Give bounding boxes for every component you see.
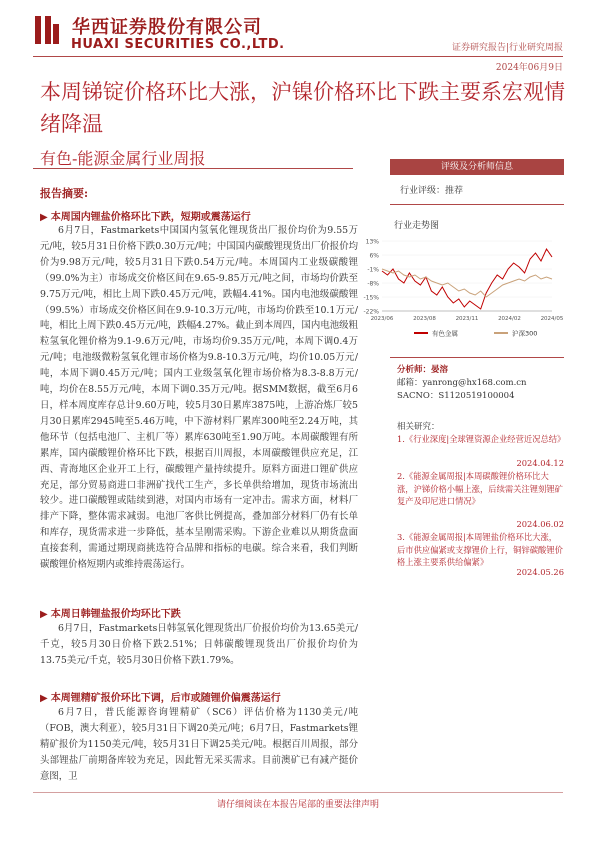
related-report-link[interactable]: 1.《行业深度|全球锂资源企业经营近况总结》: [397, 434, 566, 444]
related-report-date: 2024.06.02: [516, 519, 564, 529]
related-report-link[interactable]: 3.《能源金属周报|本周锂盐价格环比大涨，后市供应偏紧或支撑锂价上行，铜锌碳酸锂价格上涨主要系供给偏紧》: [397, 532, 563, 567]
legend-label: 有色金属: [432, 329, 458, 338]
section-heading: ▶ 本周锂精矿报价环比下调，后市或随锂价偏震荡运行: [40, 693, 281, 704]
chart-divider: [390, 357, 564, 358]
x-tick-label: 2023/11: [455, 316, 479, 322]
industry-trend-chart: [352, 235, 564, 345]
report-title: 本周锑锭价格环比大涨，沪镍价格环比下跌主要系宏观情绪降温: [40, 80, 565, 136]
x-tick-label: 2023/06: [370, 316, 394, 322]
industry-rating: 行业评级：推荐: [400, 186, 464, 196]
y-tick-label: -22%: [363, 308, 379, 316]
triangle-icon: ▶: [40, 693, 48, 704]
analyst-sacno: SACNO：S1120519100004: [397, 391, 515, 401]
abstract-label: 报告摘要:: [40, 187, 89, 200]
subtitle-divider: [33, 168, 353, 169]
x-tick-label: 2024/05: [540, 316, 564, 322]
y-tick-label: 13%: [365, 238, 379, 246]
report-subtitle: 有色-能源金属行业周报: [40, 149, 206, 168]
company-name-cn: 华西证券股份有限公司: [72, 17, 262, 38]
section-heading: ▶ 本周国内锂盐价格环比下跌，短期或震荡运行: [40, 212, 251, 223]
section-heading: ▶ 本周日韩锂盐报价均环比下跌: [40, 609, 181, 620]
section-body: 6月7日，普氏能源咨询锂精矿（SC6）评估价格为1130美元/吨（FOB，澳大利亚），较5月31日下调20美元/吨；6月7日，Fastmarkets锂精矿报价为1150美元/吨，较5月31日下调25美元/吨。根据百川周报，部分头部锂盐厂前期备库较为充足，因此暂无采买需求。目前澳矿已有减产挺价意图，卫: [40, 707, 358, 782]
y-tick-label: -8%: [367, 280, 379, 288]
report-date: 2024年06月9日: [495, 63, 563, 73]
related-report-link[interactable]: 2.《能源金属周报|本周碳酸锂价格环比大涨，沪锑价格小幅上涨，后续需关注锂刻锂矿复产及印尼进口情况》: [397, 471, 563, 506]
analyst-label: 分析师：: [397, 365, 432, 375]
section-body: 6月7日，Fastmarkets日韩氢氧化锂现货出厂价报价均价为13.65美元/千克，较5月30日价格下跌2.51%；日韩碳酸锂现货出厂价报价均价为13.75美元/千克，较5月30日价格下跌1.79%。: [40, 623, 358, 666]
analyst-info: [397, 364, 527, 403]
trend-chart-title: 行业走势图: [394, 221, 440, 231]
legal-disclaimer-note: 请仔细阅读在本报告尾部的重要法律声明: [216, 800, 379, 810]
related-research-label: 相关研究：: [397, 422, 440, 432]
company-logo: [33, 14, 61, 46]
rating-divider: [390, 204, 564, 205]
triangle-icon: ▶: [40, 212, 48, 223]
legend-label: 沪深300: [512, 329, 538, 338]
triangle-icon: ▶: [40, 609, 48, 620]
y-tick-label: 6%: [369, 252, 379, 260]
y-tick-label: -1%: [367, 266, 379, 274]
company-name-en: HUAXI SECURITIES CO.,LTD.: [71, 37, 285, 52]
header-divider: [33, 56, 563, 57]
analyst-name: 晏溶: [431, 365, 449, 375]
related-report-date: 2024.04.12: [516, 458, 564, 468]
x-tick-label: 2023/08: [413, 316, 436, 322]
x-tick-label: 2024/02: [498, 316, 521, 322]
analyst-email: 邮箱：yanrong@hx168.com.cn: [397, 378, 527, 388]
rating-panel-header: 评级及分析师信息: [390, 159, 564, 175]
report-type: 证券研究报告|行业研究周报: [451, 43, 563, 53]
section-body: 6月7日，Fastmarkets中国国内氢氧化锂现货出厂报价均价为9.55万元/吨，较5月31日价格下跌0.30万元/吨；中国国内碳酸锂现货出厂价报价均价为9.98万元/吨，较5月31日下跌0.54万元/吨。本周国内工业级碳酸锂（99.0%为主）市场成交价格区间在9.65-9.85万元/吨之间，市场均价跌至9.75万元/吨，相比上周下跌0.45万元/吨，跌幅4.41%。国内电池级碳酸锂（99.5%）市场成交价格区间在9.9-10.3万元/吨，市场均价跌至10.1万元/吨，相比上周下跌0.45万元/吨，跌幅4.27%。截止到本周四，国内电池级粗粒氢氧化锂价格为9.1-9.6万元/吨，市场均价9.35万元/吨，本周下调0.4万元/吨；电池级微粉氢氧化锂市场价格为9.8-10.3万元/吨，均价10.05万元/吨，本周下调0.45万元/吨；国内工业级氢氧化锂市场价格为8.3-8.8万元/吨，均价在8.55万元/吨，本周下调0.35万元/吨。据SMM数据，截至6月6日，样本周度库存总计9.60万吨，较5月30日累库3875吨，上游冶炼厂较5月30日累库2945吨至5.46万吨，中下游材料厂累库300吨至2.24万吨，其他环节（包括电池厂、主机厂等）累库630吨至1.90万吨。本周碳酸锂有所累库，国内碳酸锂价格环比下跌，根据百川周报，本周碳酸锂供应充足，江西、青海地区企业开工上行，碳酸锂产量持续提升。原料方面进口锂矿供应充足，部分贸易商进口非洲矿找代工生产，多长单供给增加，现货市场流出较少。进口碳酸锂或陆续到港，对国内市场有一定冲击。需求方面，材料厂排产下降，整体需求减弱。电池厂客供比例提高，叠加部分材料厂仍有长单和库存，现货需求进一步降低，基本呈刚需采购。下游企业难以从期货盘面直接套利，需通过期现商挑选符合品牌和指标的电碳。综合来看，我们判断碳酸锂价格短期内或维持震荡运行。: [40, 225, 358, 571]
related-report-date: 2024.05.26: [516, 567, 564, 577]
footer-divider: [33, 792, 563, 793]
y-tick-label: -15%: [363, 294, 379, 302]
